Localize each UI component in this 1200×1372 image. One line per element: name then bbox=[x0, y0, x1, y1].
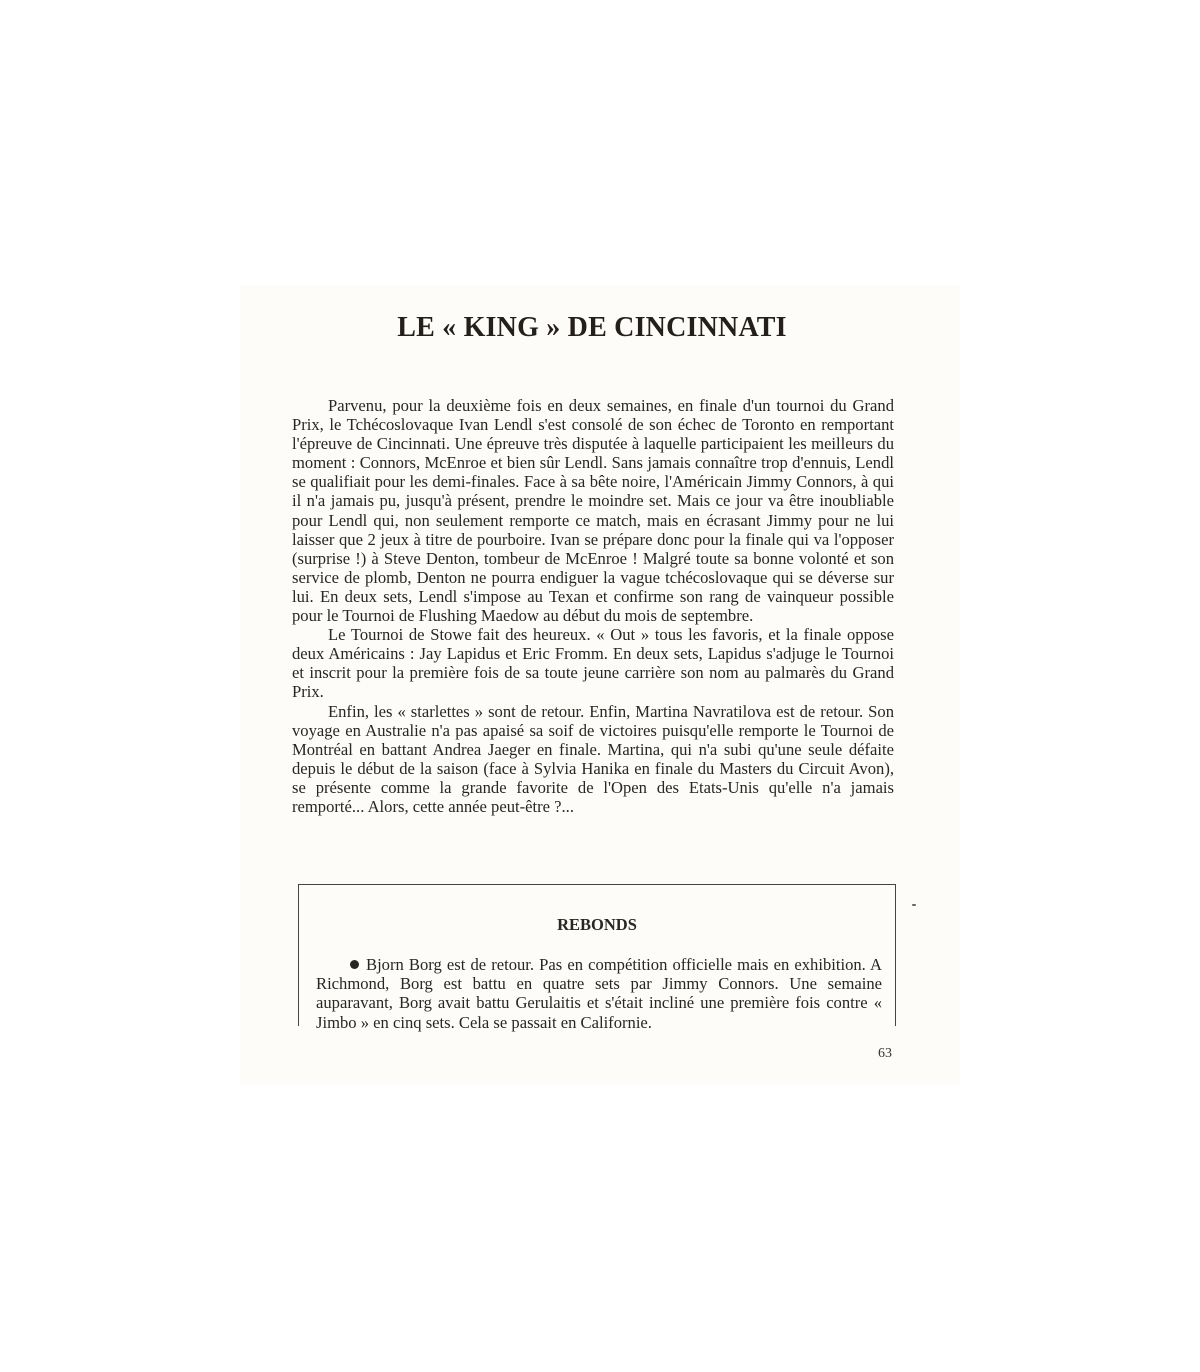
sidebar-title: REBONDS bbox=[557, 915, 637, 934]
rebonds-sidebar bbox=[298, 884, 896, 1032]
sidebar-text-block bbox=[316, 955, 882, 1032]
paragraph: Parvenu, pour la deuxième fois en deux semaines, en finale d'un tournoi du Grand Prix, le Tchécoslovaque Ivan Lendl s'est consolé de son échec de Toronto en remportant l'épreuve de Cincinnati. Une épreuve très disputée à laquelle participaient les meilleurs du moment : Connors, McEnroe et bien sûr Lendl. Sans jamais connaître trop d'ennuis, Lendl se qualifiait pour les demi-finales. Face à sa bête noire, l'Américain Jimmy Connors, à qui il n'a jamais pu, jusqu'à présent, prendre le moindre set. Mais ce jour va être inoubliable pour Lendl qui, non seulement remporte ce match, mais en écrasant Jimmy pour ne lui laisser que 2 jeux à titre de pourboire. Ivan se prépare donc pour la finale qui va l'opposer (surprise !) à Steve Denton, tombeur de McEnroe ! Malgré toute sa bonne volonté et son service de plomb, Denton ne pourra endiguer la vague tchécoslovaque qui se déverse sur lui. En deux sets, Lendl s'impose au Texan et confirme son rang de vainqueur possible pour le Tournoi de Flushing Maedow au début du mois de septembre. bbox=[292, 396, 894, 626]
paragraph: Le Tournoi de Stowe fait des heureux. « Out » tous les favoris, et la finale oppose deux Américains : Jay Lapidus et Eric Fromm. En deux sets, Lapidus s'adjuge le Tournoi et inscrit pour la première fois de sa toute jeune carrière son nom au palmarès du Grand Prix. bbox=[292, 625, 894, 702]
bullet-icon bbox=[350, 960, 359, 969]
page-number: 63 bbox=[878, 1046, 892, 1061]
sidebar-text: Bjorn Borg est de retour. Pas en compétition officielle mais en exhibition. A Richmond, Borg est battu en quatre sets par Jimmy Connors. Une semaine auparavant, Borg avait battu Gerulaitis et s'était incliné une première fois contre « Jimbo » en cinq sets. Cela se passait en Californie. bbox=[316, 955, 882, 1032]
paragraph: Enfin, les « starlettes » sont de retour. Enfin, Martina Navratilova est de retour. Son voyage en Australie n'a pas apaisé sa soif de victoires puisqu'elle remporte le Tournoi de Montréal en battant Andrea Jaeger en finale. Martina, qui n'a subi qu'une seule défaite depuis le début de la saison (face à Sylvia Hanika en finale du Masters du Circuit Avon), se présente comme la grande favorite de l'Open des Etats-Unis qu'elle n'a jamais remporté... Alors, cette année peut-être ?... bbox=[292, 701, 894, 816]
article-title: LE « KING » DE CINCINNATI bbox=[397, 312, 787, 343]
print-speck bbox=[912, 904, 916, 906]
article-body bbox=[292, 396, 894, 816]
